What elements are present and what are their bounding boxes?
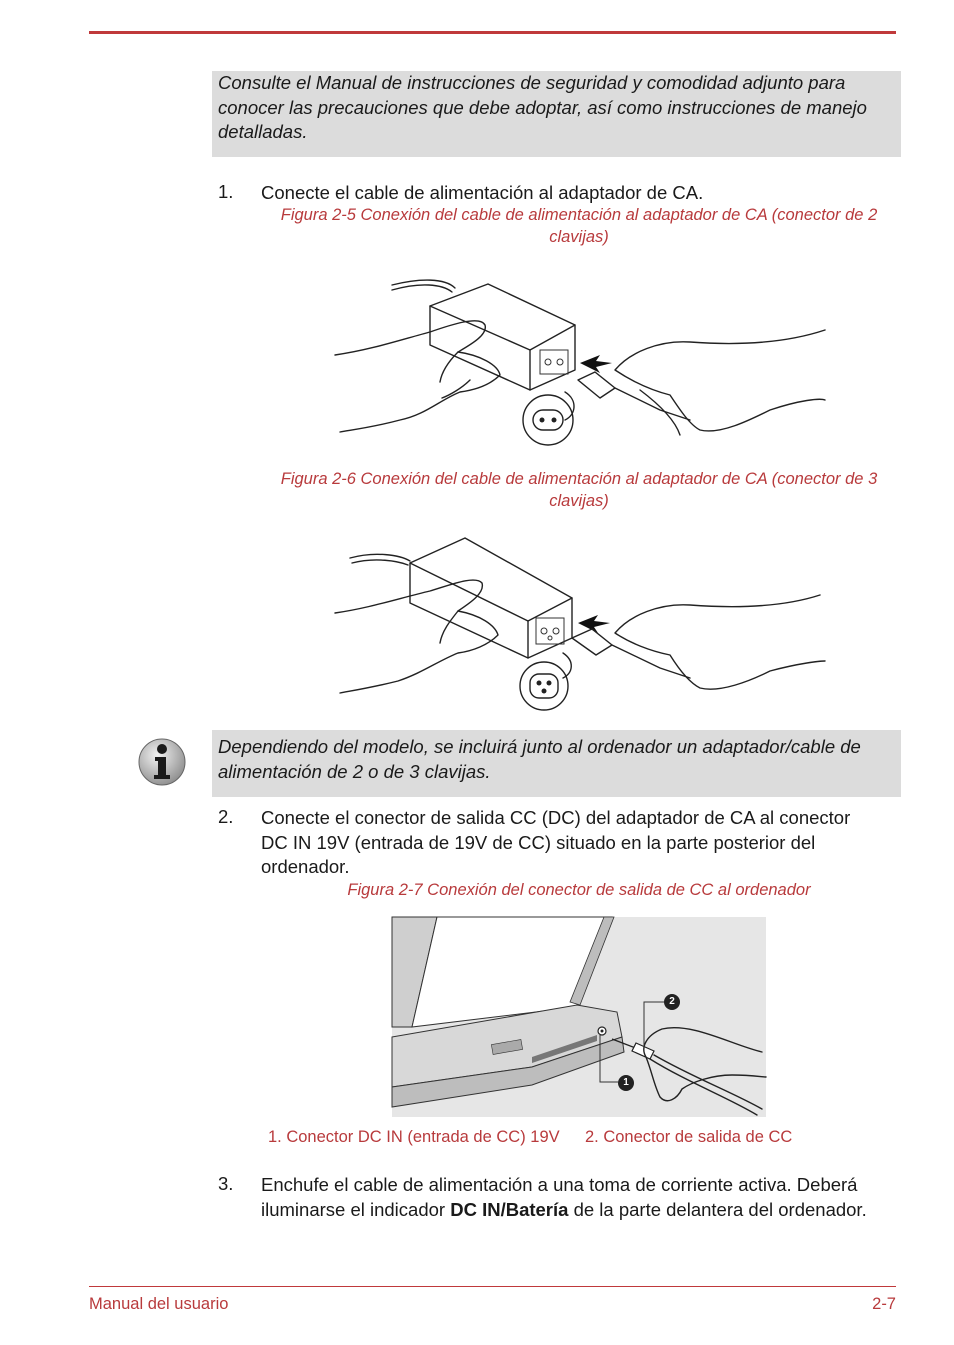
safety-note-text: Consulte el Manual de instrucciones de seguridad y comodidad adjunto para conocer las precauciones que debe adoptar, así como instrucciones de manejo detalladas. <box>218 72 867 142</box>
figure-2-6-illustration <box>330 533 830 713</box>
info-icon <box>137 737 187 787</box>
figure-2-7-illustration <box>392 917 766 1117</box>
step-1-number: 1. <box>218 181 234 202</box>
page-number: 2-7 <box>872 1295 896 1313</box>
dc-in-battery-label: DC IN/Batería <box>450 1198 569 1220</box>
footer-title: Manual del usuario <box>89 1295 229 1313</box>
model-note-text: Dependiendo del modelo, se incluirá junto al ordenador un adaptador/cable de alimentación de 2 o de 3 clavijas. <box>218 736 861 782</box>
safety-note <box>212 71 901 157</box>
step-3-text <box>261 1173 901 1222</box>
legend-item-2: 2. Conector de salida de CC <box>585 1128 793 1146</box>
figure-2-5-caption: Figura 2-5 Conexión del cable de alimentación al adaptador de CA (conector de 2 clavijas) <box>280 206 878 246</box>
step-3-number: 3. <box>218 1173 234 1194</box>
model-note <box>212 730 901 797</box>
step-3-text-start: Enchufe el cable de alimentación a una toma de corriente activa. Deberá iluminarse el indicador <box>261 1174 858 1220</box>
callout-2-badge <box>664 994 680 1010</box>
callout-1-badge <box>618 1075 634 1091</box>
figure-2-5-illustration <box>330 270 830 455</box>
footer-rule <box>89 1286 896 1287</box>
legend-item-1: 1. Conector DC IN (entrada de CC) 19V <box>268 1128 560 1146</box>
figure-2-6-caption: Figura 2-6 Conexión del cable de alimentación al adaptador de CA (conector de 3 clavijas) <box>280 470 878 510</box>
callout-1-label: 1 <box>623 1077 629 1088</box>
header-rule <box>89 31 896 34</box>
step-3-text-end: de la parte delantera del ordenador. <box>568 1198 867 1220</box>
step-1-text: Conecte el cable de alimentación al adaptador de CA. <box>261 182 704 203</box>
callout-2-label: 2 <box>669 996 675 1007</box>
figure-2-7-caption: Figura 2-7 Conexión del conector de salida de CC al ordenador <box>347 881 811 899</box>
step-2-text: Conecte el conector de salida CC (DC) del adaptador de CA al conector DC IN 19V (entrada de 19V de CC) situado en la parte posterior del ordenador. <box>261 807 851 877</box>
step-2-number: 2. <box>218 806 234 827</box>
